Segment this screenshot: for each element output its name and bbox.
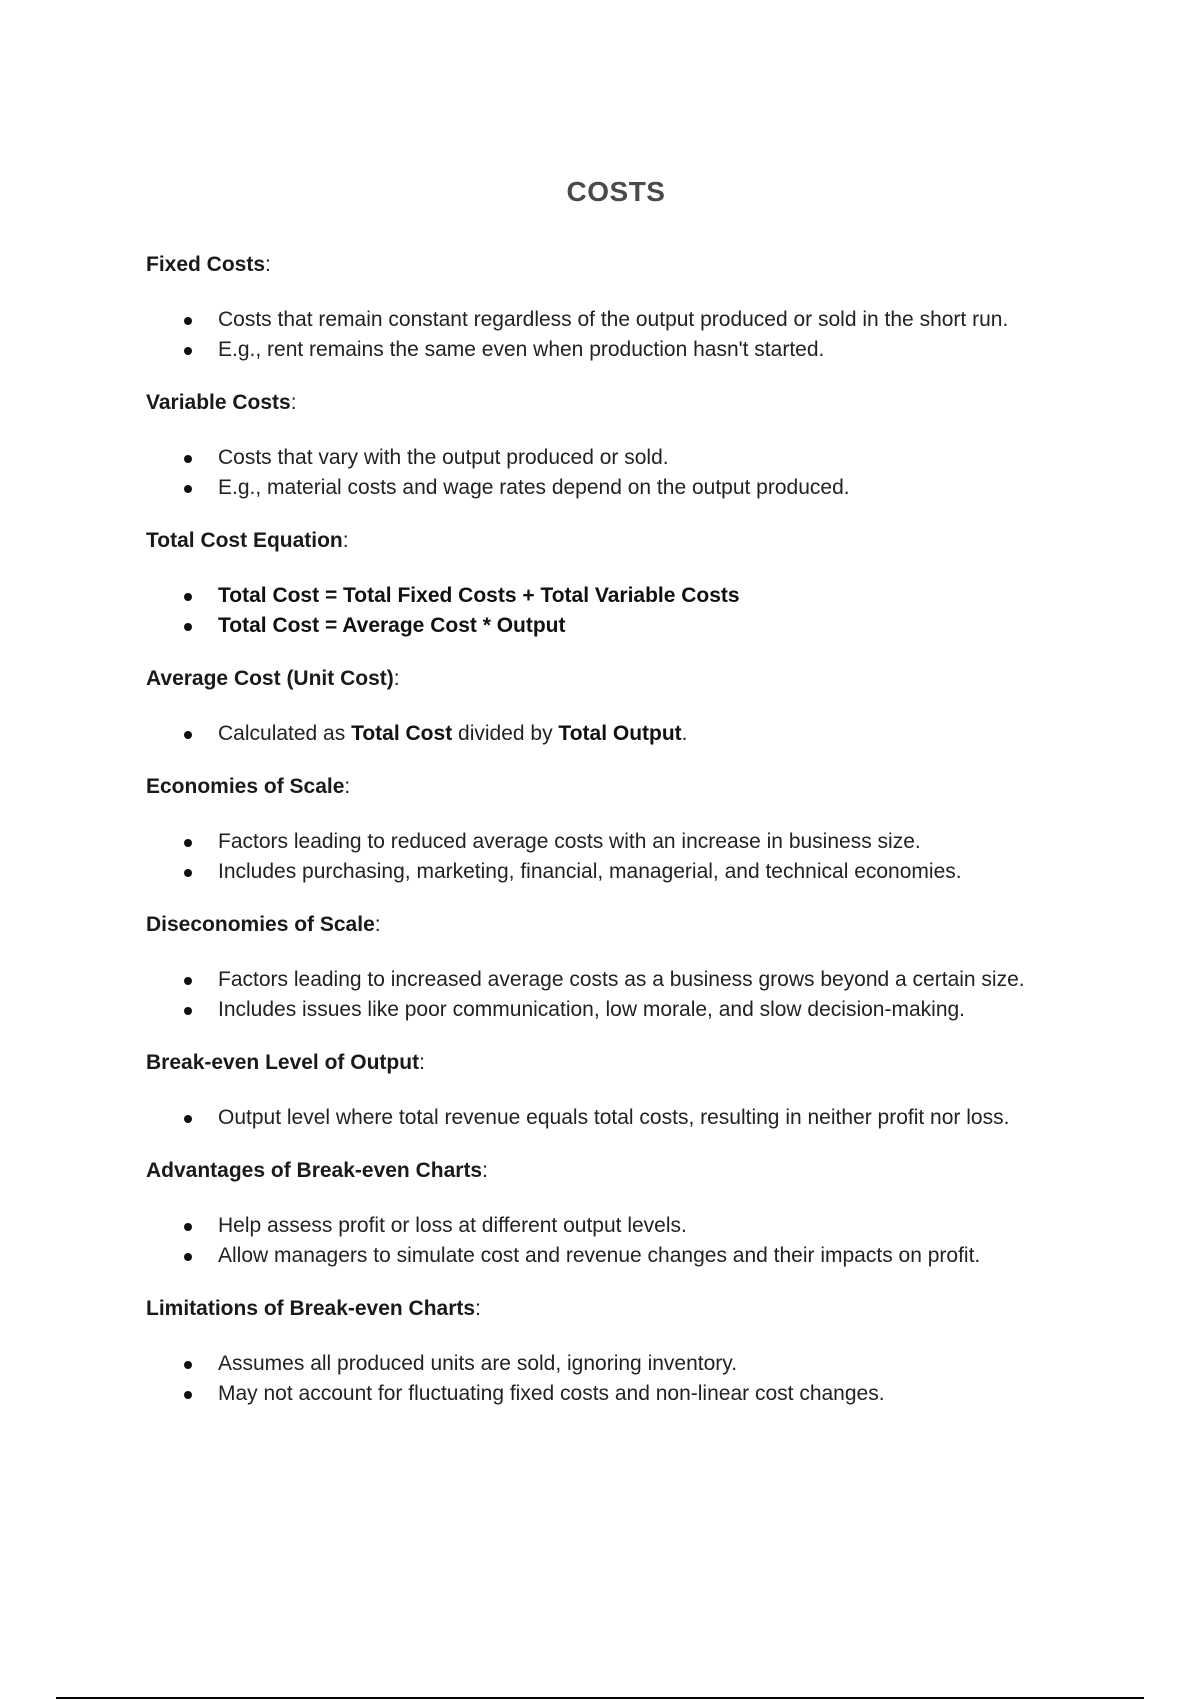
list-item-text: Allow managers to simulate cost and revenue changes and their impacts on profit. — [218, 1244, 981, 1267]
list-item-text: May not account for fluctuating fixed costs and non-linear cost changes. — [218, 1382, 885, 1405]
list-item — [146, 1349, 1146, 1379]
equation-text: Total Cost = Average Cost * Output — [218, 614, 566, 637]
bullet-icon — [184, 317, 192, 325]
bullet-icon — [184, 869, 192, 877]
list-item — [146, 1241, 1146, 1271]
section-heading — [146, 388, 1146, 418]
page-bottom-divider — [56, 1697, 1144, 1699]
heading-text: Variable Costs — [146, 391, 291, 414]
list-item-text: Factors leading to reduced average costs with an increase in business size. — [218, 830, 921, 853]
page-title: COSTS — [566, 176, 666, 207]
bullet-icon — [184, 1223, 192, 1231]
section-average-cost — [146, 664, 1146, 749]
bullet-icon — [184, 731, 192, 739]
list-item-text: Help assess profit or loss at different output levels. — [218, 1214, 687, 1237]
list-item — [146, 857, 1146, 887]
bullet-list — [146, 827, 1146, 887]
bullet-icon — [184, 1361, 192, 1369]
list-item-text: E.g., rent remains the same even when production hasn't started. — [218, 338, 825, 361]
section-heading — [146, 910, 1146, 940]
heading-colon: : — [344, 775, 351, 798]
list-item — [146, 473, 1146, 503]
heading-colon: : — [419, 1051, 425, 1074]
section-heading — [146, 526, 1146, 556]
section-limitations-break-even — [146, 1294, 1146, 1409]
bullet-icon — [184, 839, 192, 847]
list-item-text: Includes issues like poor communication, low morale, and slow decision-making. — [218, 998, 966, 1021]
heading-colon: : — [265, 253, 271, 276]
heading-text: Average Cost (Unit Cost) — [146, 667, 394, 690]
bullet-icon — [184, 623, 192, 631]
bullet-icon — [184, 977, 192, 985]
heading-text: Break-even Level of Output — [146, 1051, 420, 1074]
heading-text: Fixed Costs — [146, 253, 266, 276]
bullet-icon — [184, 1253, 192, 1261]
bullet-icon — [184, 1391, 192, 1399]
section-total-cost-equation — [146, 526, 1146, 641]
bold-term-total-cost: Total Cost — [351, 722, 453, 745]
bullet-list — [146, 581, 1146, 641]
bold-term-total-output: Total Output — [558, 722, 682, 745]
bullet-list — [146, 1103, 1146, 1133]
list-item — [146, 611, 1146, 641]
section-heading — [146, 1048, 1146, 1078]
heading-colon: : — [290, 391, 297, 414]
section-heading — [146, 772, 1146, 802]
section-advantages-break-even — [146, 1156, 1146, 1271]
section-economies-of-scale — [146, 772, 1146, 887]
list-item — [146, 335, 1146, 365]
heading-text: Total Cost Equation — [146, 529, 343, 552]
bullet-list — [146, 719, 1146, 749]
heading-colon: : — [475, 1297, 481, 1320]
list-item-text-prefix: Calculated as — [218, 722, 352, 745]
list-item-text: Assumes all produced units are sold, ignoring inventory. — [218, 1352, 738, 1375]
list-item — [146, 581, 1146, 611]
section-heading — [146, 1294, 1146, 1324]
section-heading — [146, 250, 1146, 280]
heading-text: Economies of Scale — [146, 775, 345, 798]
bullet-icon — [184, 593, 192, 601]
list-item — [146, 1211, 1146, 1241]
list-item-text: E.g., material costs and wage rates depend on the output produced. — [218, 476, 850, 499]
list-item — [146, 827, 1146, 857]
list-item — [146, 305, 1146, 335]
bullet-list — [146, 1211, 1146, 1271]
list-item-text: Output level where total revenue equals total costs, resulting in neither profit nor loss. — [218, 1106, 1010, 1129]
list-item — [146, 995, 1146, 1025]
list-item — [146, 1103, 1146, 1133]
heading-text: Diseconomies of Scale — [146, 913, 375, 936]
bullet-icon — [184, 455, 192, 463]
heading-colon: : — [374, 913, 381, 936]
list-item-text-suffix: . — [681, 722, 688, 745]
heading-colon: : — [482, 1159, 488, 1182]
bullet-list — [146, 305, 1146, 365]
bullet-icon — [184, 1007, 192, 1015]
heading-colon: : — [342, 529, 349, 552]
heading-text: Limitations of Break-even Charts — [146, 1297, 476, 1320]
list-item — [146, 443, 1146, 473]
list-item — [146, 965, 1146, 995]
bullet-icon — [184, 1115, 192, 1123]
document-body — [146, 250, 1146, 1432]
heading-text: Advantages of Break-even Charts — [146, 1159, 483, 1182]
list-item — [146, 719, 1146, 749]
list-item-text: Factors leading to increased average costs as a business grows beyond a certain size. — [218, 968, 1025, 991]
section-break-even-level — [146, 1048, 1146, 1133]
heading-colon: : — [393, 667, 400, 690]
list-item-text-mid: divided by — [452, 722, 559, 745]
section-variable-costs — [146, 388, 1146, 503]
section-heading — [146, 1156, 1146, 1186]
section-heading — [146, 664, 1146, 694]
section-diseconomies-of-scale — [146, 910, 1146, 1025]
bullet-icon — [184, 347, 192, 355]
equation-text: Total Cost = Total Fixed Costs + Total Variable Costs — [218, 584, 740, 607]
list-item-text: Costs that remain constant regardless of the output produced or sold in the short run. — [218, 308, 1009, 331]
bullet-list — [146, 443, 1146, 503]
bullet-icon — [184, 485, 192, 493]
list-item-text: Includes purchasing, marketing, financial, managerial, and technical economies. — [218, 860, 962, 883]
list-item-text: Costs that vary with the output produced or sold. — [218, 446, 669, 469]
list-item — [146, 1379, 1146, 1409]
bullet-list — [146, 1349, 1146, 1409]
bullet-list — [146, 965, 1146, 1025]
section-fixed-costs — [146, 250, 1146, 365]
